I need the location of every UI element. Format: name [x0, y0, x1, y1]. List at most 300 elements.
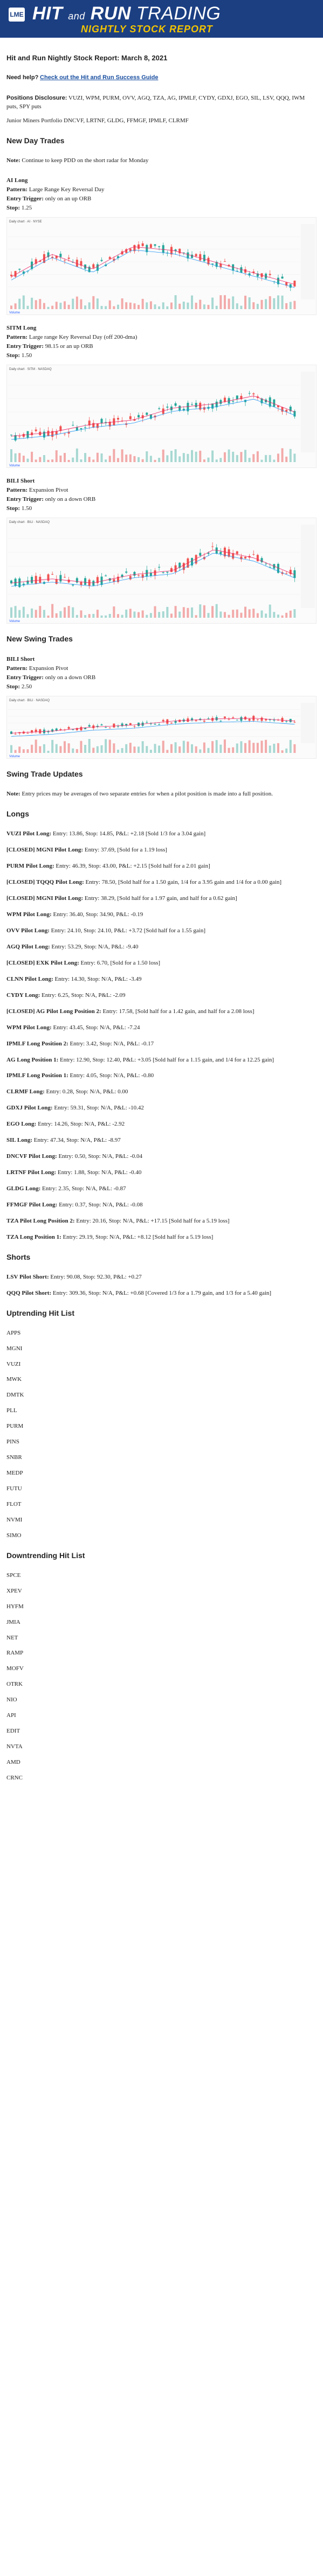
volume-bar — [211, 606, 214, 618]
candle-body — [290, 284, 292, 288]
volume-bar — [125, 744, 127, 753]
volume-bar — [43, 455, 45, 462]
position-details: Entry: 53.29, Stop: N/A, P&L: -9.40 — [51, 943, 139, 950]
candle-body — [224, 261, 226, 262]
position-ticker-label: IPMLF Long Position 1: — [6, 1072, 68, 1079]
candle-body — [211, 718, 214, 721]
volume-bar — [43, 303, 45, 309]
volume-bar — [195, 615, 197, 618]
position-entry — [6, 1217, 317, 1226]
position-entry — [6, 1024, 317, 1032]
volume-bar — [121, 449, 123, 462]
volume-bar — [133, 612, 135, 618]
position-details: Entry: 38.29, [Sold half for a 1.97 gain, and half for a 0.62 gain] — [84, 895, 237, 902]
volume-bar — [80, 611, 82, 618]
volume-bar — [240, 452, 242, 462]
position-details: Entry: 47.34, Stop: N/A, P&L: -8.97 — [33, 1137, 121, 1144]
candle-body — [162, 245, 164, 253]
volume-bar — [273, 744, 275, 753]
volume-bar — [47, 460, 50, 462]
volume-bar — [113, 306, 115, 309]
candle-body — [199, 254, 201, 261]
candle-body — [203, 407, 205, 409]
position-details: Entry: 0.37, Stop: N/A, P&L: -0.08 — [59, 1201, 143, 1208]
new-swing-trades-heading: New Swing Trades — [6, 634, 73, 644]
position-details: Entry: 2.35, Stop: N/A, P&L: -0.87 — [42, 1185, 126, 1192]
position-ticker-label: TZA Pilot Long Position 2: — [6, 1217, 75, 1224]
position-entry — [6, 1169, 317, 1177]
position-ticker-label: OVV Pilot Long: — [6, 927, 50, 934]
hit-list-ticker: AMD — [6, 1759, 20, 1765]
chart-header-text: Daily chart · SITM · NASDAQ — [9, 368, 52, 372]
position-entry — [6, 846, 317, 855]
volume-bar — [228, 748, 230, 753]
volume-bar — [175, 449, 177, 462]
volume-bar — [10, 745, 12, 753]
trade-sitm-long: SITM Long Pattern: Large range Key Reversal Day (off 200-dma) Entry Trigger: 98.15 or an up ORB Stop: 1.50 — [6, 324, 138, 359]
help-line: Need help? Check out the Hit and Run Success Guide — [6, 74, 159, 81]
candle-body — [207, 718, 209, 719]
volume-bar — [170, 614, 173, 618]
hit-list-ticker: MGNI — [6, 1345, 23, 1352]
candle-body — [154, 724, 156, 725]
volume-bar — [207, 613, 209, 618]
volume-bar — [273, 612, 275, 618]
volume-bar — [228, 615, 230, 618]
candle-body — [68, 257, 70, 259]
volume-bar — [252, 454, 255, 462]
candle-body — [84, 578, 86, 585]
position-ticker-label: GLDG Long: — [6, 1185, 41, 1192]
volume-bar — [257, 451, 259, 462]
position-ticker-label: SIL Long: — [6, 1137, 32, 1144]
candle-body — [47, 575, 50, 581]
stock-chart-bili-swing — [6, 696, 317, 759]
volume-bar — [51, 740, 53, 753]
volume-bar — [224, 612, 226, 618]
volume-bar — [207, 458, 209, 462]
volume-bar — [273, 298, 275, 309]
volume-bar — [109, 301, 111, 309]
moving-average-line — [11, 399, 294, 439]
candle-body — [252, 554, 255, 555]
candle-body — [18, 578, 20, 587]
volume-bar — [154, 460, 156, 462]
position-details: Entry: 20.16, Stop: N/A, P&L: +17.15 [Sold half for a 5.19 loss] — [76, 1217, 230, 1224]
moving-average-line — [11, 250, 294, 288]
position-entry — [6, 1120, 317, 1129]
chart-legend-text: Volume — [9, 755, 20, 759]
volume-bar — [129, 303, 132, 309]
candle-body — [142, 243, 144, 246]
candle-body — [166, 572, 168, 573]
volume-bar — [121, 748, 123, 753]
hit-list-ticker: RAMP — [6, 1650, 24, 1657]
candle-body — [252, 394, 255, 395]
day-trades-note: Note: Continue to keep PDD on the short radar for Monday — [6, 157, 149, 164]
hit-list-ticker: SPCE — [6, 1572, 21, 1579]
volume-bar — [64, 453, 66, 462]
volume-bar — [88, 457, 91, 462]
volume-bar — [273, 460, 275, 463]
position-ticker-label: [CLOSED] TQQQ Pilot Long: — [6, 879, 84, 886]
shorts-list — [6, 1273, 317, 1298]
volume-bar — [92, 614, 94, 618]
hit-list-ticker: NIO — [6, 1697, 17, 1704]
volume-bar — [56, 302, 58, 309]
volume-bar — [15, 750, 17, 753]
candle-body — [138, 415, 140, 417]
position-details: Entry: 6.70, [Sold for a 1.50 loss] — [80, 959, 161, 966]
volume-bar — [183, 453, 185, 462]
hit-list-ticker: API — [6, 1712, 16, 1719]
hit-list-ticker: APPS — [6, 1329, 21, 1336]
candle-body — [31, 432, 33, 435]
candle-body — [68, 580, 70, 582]
volume-bar — [158, 458, 160, 462]
volume-bar — [170, 303, 173, 309]
volume-bar — [133, 303, 135, 309]
price-axis — [301, 224, 315, 299]
position-entry — [6, 911, 317, 919]
volume-bar — [166, 750, 168, 753]
position-entry — [6, 1153, 317, 1161]
volume-bar — [162, 450, 164, 462]
volume-bar — [39, 457, 41, 462]
volume-bar — [187, 608, 189, 618]
volume-bar — [240, 742, 242, 753]
volume-bar — [51, 459, 53, 462]
candle-body — [23, 434, 25, 437]
volume-bar — [166, 306, 168, 309]
position-ticker-label: CYDY Long: — [6, 992, 40, 999]
volume-bar — [129, 609, 132, 618]
volume-bar — [285, 303, 287, 309]
candle-body — [35, 730, 37, 732]
candle-body — [129, 576, 132, 580]
volume-bar — [150, 613, 152, 618]
candle-body — [175, 403, 177, 406]
position-details: Entry: 37.69, [Sold for a 1.19 loss] — [84, 847, 167, 854]
success-guide-link[interactable]: Check out the Hit and Run Success Guide — [40, 74, 159, 81]
volume-bar — [232, 452, 234, 462]
chart-header-text: Daily chart · BILI · NASDAQ — [9, 699, 50, 703]
volume-bar — [290, 302, 292, 309]
price-axis — [301, 372, 315, 452]
position-entry — [6, 895, 317, 903]
chart-canvas — [7, 365, 316, 467]
volume-bar — [68, 606, 70, 618]
volume-bar — [249, 741, 251, 753]
candle-body — [109, 257, 111, 259]
volume-bar — [175, 606, 177, 618]
volume-bar — [113, 449, 115, 462]
candle-body — [43, 432, 45, 438]
volume-bar — [232, 610, 234, 618]
candle-body — [166, 407, 168, 408]
volume-bar — [244, 743, 246, 753]
position-ticker-label: QQQ Pilot Short: — [6, 1289, 52, 1296]
downtrending-hit-list — [6, 1572, 317, 1783]
position-ticker-label: DNCVF Pilot Long: — [6, 1153, 57, 1160]
volume-bar — [178, 304, 181, 309]
shorts-heading: Shorts — [6, 1252, 31, 1261]
longs-list — [6, 830, 317, 1241]
candle-body — [64, 577, 66, 578]
volume-bar — [146, 746, 148, 753]
hit-list-ticker: FLOT — [6, 1500, 22, 1507]
candle-body — [133, 572, 135, 576]
position-entry — [6, 1289, 317, 1298]
volume-bar — [59, 456, 61, 462]
volume-bar — [121, 615, 123, 618]
volume-bar — [183, 302, 185, 309]
volume-bar — [224, 452, 226, 462]
volume-bar — [187, 742, 189, 753]
position-ticker-label: [CLOSED] EXK Pilot Long: — [6, 959, 79, 966]
candle-body — [72, 585, 74, 586]
position-ticker-label: [CLOSED] AG Pilot Long Position 2: — [6, 1008, 101, 1015]
volume-bar — [92, 748, 94, 753]
volume-bar — [39, 746, 41, 753]
position-details: Entry: 0.28, Stop: N/A, P&L: 0.00 — [46, 1088, 128, 1095]
volume-bar — [257, 613, 259, 618]
position-ticker-label: CLNN Pilot Long: — [6, 975, 53, 982]
candle-body — [232, 553, 234, 559]
volume-bar — [219, 295, 222, 309]
candle-body — [80, 582, 82, 585]
candle-body — [97, 424, 99, 428]
candle-body — [64, 260, 66, 261]
volume-bar — [68, 744, 70, 753]
candle-body — [219, 552, 222, 554]
volume-bar — [125, 302, 127, 309]
volume-bar — [244, 450, 246, 462]
candle-body — [240, 267, 242, 273]
candle-body — [249, 393, 251, 394]
candle-body — [158, 246, 160, 247]
volume-bar — [56, 744, 58, 753]
volume-bar — [195, 303, 197, 309]
position-entry — [6, 1008, 317, 1016]
volume-bar — [35, 300, 37, 309]
volume-bar — [76, 749, 78, 753]
volume-bar — [265, 299, 267, 309]
candle-body — [129, 248, 132, 251]
volume-bar — [23, 607, 25, 618]
volume-bar — [252, 743, 255, 753]
candle-body — [59, 575, 61, 582]
volume-bar — [199, 604, 201, 618]
candle-body — [293, 722, 295, 723]
volume-bar — [23, 750, 25, 753]
volume-bar — [84, 615, 86, 618]
volume-bar — [101, 616, 103, 618]
position-entry — [6, 1201, 317, 1210]
volume-bar — [64, 742, 66, 753]
volume-bar — [224, 295, 226, 309]
volume-bar — [76, 449, 78, 462]
position-details: Entry: 29.19, Stop: N/A, P&L: +8.12 [Sold half for a 5.19 loss] — [63, 1233, 214, 1240]
volume-bar — [133, 747, 135, 753]
volume-bar — [56, 450, 58, 462]
candle-body — [92, 423, 94, 428]
candle-body — [80, 727, 82, 730]
volume-bar — [277, 295, 279, 309]
volume-bar — [72, 458, 74, 462]
longs-heading: Longs — [6, 809, 29, 819]
volume-bar — [183, 741, 185, 753]
candle-body — [101, 725, 103, 726]
volume-bar — [125, 610, 127, 618]
volume-bar — [269, 746, 271, 753]
volume-bar — [252, 609, 255, 618]
volume-bar — [290, 740, 292, 753]
volume-bar — [216, 459, 218, 462]
volume-bar — [281, 616, 284, 618]
volume-bar — [203, 459, 205, 462]
volume-bar — [15, 606, 17, 618]
candle-body — [195, 721, 197, 722]
chart-header-text: Daily chart · AI · NYSE — [9, 220, 42, 224]
candle-body — [35, 576, 37, 584]
position-ticker-label: GDXJ Pilot Long: — [6, 1105, 53, 1112]
volume-bar — [175, 295, 177, 309]
volume-bar — [219, 745, 222, 753]
volume-bar — [216, 604, 218, 618]
volume-bar — [285, 457, 287, 462]
candle-body — [76, 427, 78, 430]
position-ticker-label: [CLOSED] MGNI Pilot Long: — [6, 847, 84, 854]
position-entry — [6, 830, 317, 839]
volume-bar — [80, 459, 82, 462]
volume-bar — [10, 608, 12, 618]
position-details: Entry: 6.25, Stop: N/A, P&L: -2.09 — [42, 992, 126, 999]
candle-body — [269, 274, 271, 275]
candle-body — [125, 572, 127, 573]
volume-bar — [257, 304, 259, 309]
candle-body — [240, 717, 242, 721]
volume-bar — [154, 606, 156, 618]
volume-bar — [211, 297, 214, 309]
volume-bar — [31, 609, 33, 618]
volume-bar — [191, 744, 193, 753]
candle-body — [195, 254, 197, 256]
candle-body — [150, 573, 152, 576]
volume-bar — [290, 611, 292, 618]
downtrending-hit-list-heading: Downtrending Hit List — [6, 1551, 85, 1560]
volume-bar — [281, 296, 284, 309]
uptrending-hit-list-heading: Uptrending Hit List — [6, 1308, 74, 1317]
volume-bar — [178, 456, 181, 462]
swing-trade-updates-heading: Swing Trade Updates — [6, 770, 83, 779]
position-ticker-label: FFMGF Pilot Long: — [6, 1201, 58, 1208]
volume-bar — [129, 743, 132, 753]
candle-body — [18, 436, 20, 437]
volume-bar — [216, 306, 218, 309]
position-entry — [6, 1088, 317, 1097]
hit-list-ticker: HYFM — [6, 1603, 24, 1610]
candle-body — [293, 281, 295, 287]
candle-body — [191, 255, 193, 258]
volume-bar — [269, 455, 271, 462]
volume-bar — [166, 455, 168, 462]
volume-bar — [88, 739, 91, 753]
candle-body — [257, 555, 259, 562]
price-axis — [301, 525, 315, 608]
volume-bar — [293, 609, 295, 618]
candle-body — [146, 413, 148, 415]
volume-bar — [64, 301, 66, 309]
volume-bar — [260, 741, 263, 753]
volume-bar — [64, 608, 66, 618]
candle-body — [224, 397, 226, 402]
candle-body — [281, 276, 284, 278]
volume-bar — [84, 305, 86, 309]
candle-body — [76, 578, 78, 583]
volume-bar — [285, 749, 287, 753]
volume-bar — [92, 459, 94, 462]
volume-bar — [31, 745, 33, 753]
volume-bar — [142, 459, 144, 462]
position-entry — [6, 862, 317, 871]
volume-bar — [293, 453, 295, 462]
candle-body — [142, 575, 144, 578]
candle-body — [80, 428, 82, 429]
position-ticker-label: VUZI Pilot Long: — [6, 830, 52, 837]
volume-bar — [199, 750, 201, 753]
stock-chart-sitm — [6, 365, 317, 468]
volume-bar — [187, 303, 189, 309]
volume-bar — [207, 748, 209, 753]
candle-body — [138, 575, 140, 576]
volume-bar — [133, 456, 135, 462]
volume-bar — [18, 299, 20, 309]
volume-bar — [80, 299, 82, 309]
volume-bar — [68, 460, 70, 462]
position-details: Entry: 12.90, Stop: 12.40, P&L: +3.05 [Sold half for a 1.15 gain, and 1/4 for a 12.25 gain] — [60, 1056, 274, 1063]
candle-body — [138, 245, 140, 249]
volume-bar — [76, 297, 78, 309]
volume-bar — [203, 605, 205, 618]
hit-list-ticker: CRNC — [6, 1774, 23, 1781]
position-entry — [6, 1104, 317, 1113]
volume-bar — [175, 743, 177, 753]
volume-bar — [224, 740, 226, 753]
hit-list-ticker: XPEV — [6, 1587, 22, 1594]
volume-bar — [88, 614, 91, 618]
candle-body — [129, 723, 132, 725]
volume-bar — [158, 306, 160, 309]
volume-bar — [244, 296, 246, 309]
position-details: Entry: 43.45, Stop: N/A, P&L: -7.24 — [53, 1024, 140, 1031]
hit-list-ticker: DMTK — [6, 1392, 24, 1399]
volume-bar — [84, 453, 86, 462]
position-details: Entry: 14.26, Stop: N/A, P&L: -2.92 — [38, 1121, 125, 1128]
candle-body — [39, 730, 41, 734]
new-day-trades-heading: New Day Trades — [6, 136, 65, 145]
volume-bar — [162, 741, 164, 753]
volume-bar — [105, 739, 107, 753]
volume-bar — [260, 460, 263, 462]
trade-bili-short: BILI Short Pattern: Expansion Pivot Entry Trigger: only on a down ORB Stop: 1.50 — [6, 478, 96, 512]
volume-bar — [191, 296, 193, 309]
volume-bar — [257, 743, 259, 753]
volume-bar — [47, 616, 50, 618]
candle-body — [216, 717, 218, 721]
volume-bar — [125, 455, 127, 462]
candle-body — [195, 403, 197, 407]
